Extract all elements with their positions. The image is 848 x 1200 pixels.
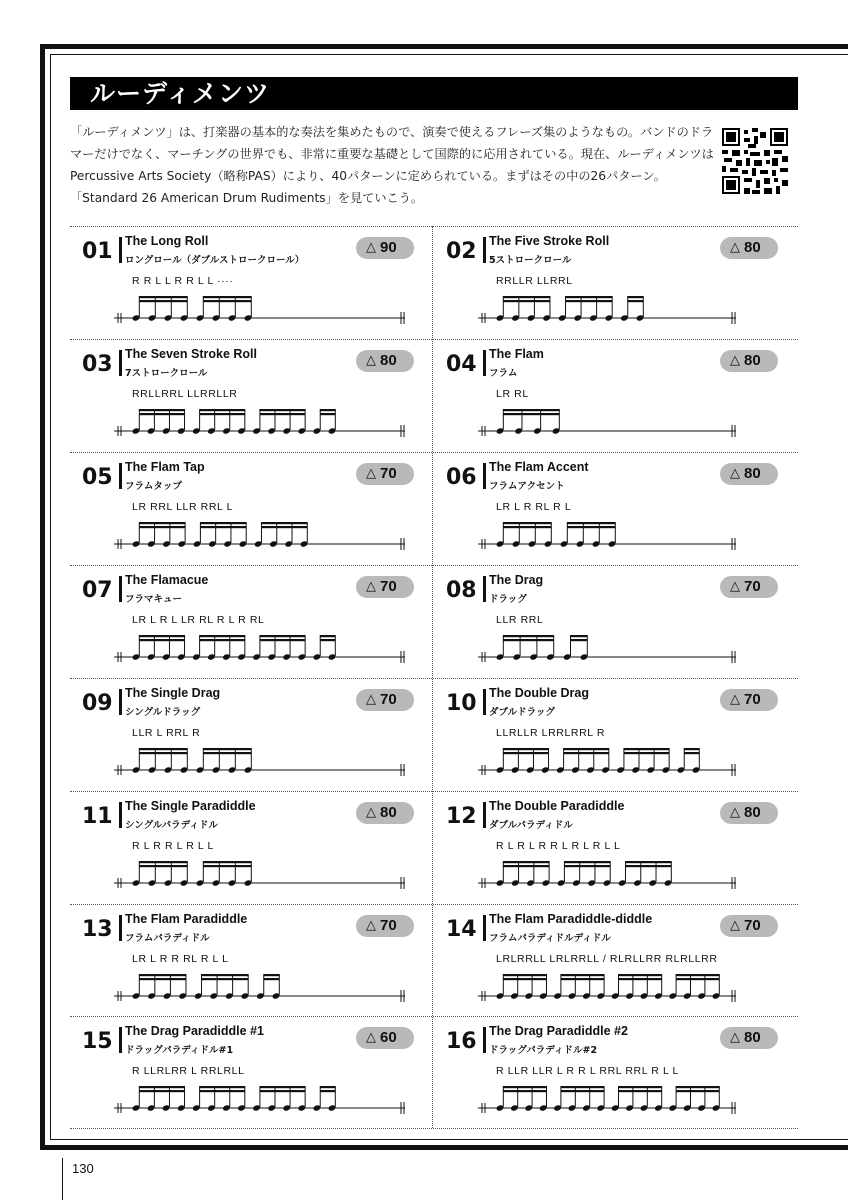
note-beam — [628, 296, 644, 298]
rudiment-cell — [434, 565, 796, 678]
tempo-badge — [356, 689, 414, 711]
sticking-pattern: RRLLR LLRRL — [496, 275, 573, 287]
rudiment-name-jp: 5ストロークロール — [489, 255, 572, 266]
rudiment-cell — [434, 904, 796, 1017]
tempo-badge — [720, 915, 778, 937]
rudiment-number: 15 — [82, 1029, 113, 1054]
sticking-pattern: LLR L RRL R — [132, 727, 201, 739]
note-beam — [503, 748, 548, 750]
metronome-icon: △ — [366, 466, 376, 481]
notation-staff — [70, 718, 432, 788]
note-beam — [628, 300, 644, 302]
tempo-value: 70 — [380, 917, 397, 934]
note-beam — [139, 748, 187, 750]
note-beam — [503, 1086, 546, 1088]
tempo-badge — [356, 463, 414, 485]
rudiment-name: The Flam Paradiddle-diddle — [489, 912, 653, 926]
tempo-badge — [356, 802, 414, 824]
rudiment-name-jp: ダブルパラディドル — [489, 820, 573, 831]
tempo-badge — [720, 237, 778, 259]
rudiment-name: The Seven Stroke Roll — [125, 347, 257, 361]
note-beam — [139, 865, 187, 867]
page-number-rule — [62, 1158, 63, 1200]
metronome-icon: △ — [366, 1030, 376, 1045]
note-beam — [503, 300, 550, 302]
note-beam — [203, 296, 251, 298]
notation-staff — [70, 605, 432, 675]
metronome-icon: △ — [730, 353, 740, 368]
tempo-badge — [356, 576, 414, 598]
note-beam — [200, 413, 245, 415]
note-beam — [564, 865, 610, 867]
rudiment-divider-bar — [119, 237, 122, 263]
note-beam — [503, 978, 546, 980]
sticking-pattern: LR L R RL R L — [496, 501, 572, 513]
metronome-icon: △ — [730, 1030, 740, 1045]
note-beam — [676, 978, 719, 980]
rudiment-cell — [70, 565, 432, 678]
rudiment-divider-bar — [483, 237, 486, 263]
rudiment-cell — [70, 339, 432, 452]
note-beam — [139, 978, 186, 980]
note-beam — [566, 300, 613, 302]
metronome-icon: △ — [730, 692, 740, 707]
note-beam — [624, 748, 669, 750]
rudiment-number: 13 — [82, 917, 113, 942]
sticking-pattern: R LLR LLR L R R L RRL RRL R L L — [496, 1065, 679, 1077]
note-beam — [203, 865, 251, 867]
note-beam — [139, 974, 186, 976]
rudiment-divider-bar — [119, 463, 122, 489]
tempo-value: 80 — [744, 352, 761, 369]
rudiment-divider-bar — [119, 576, 122, 602]
notation-staff — [70, 266, 432, 336]
tempo-badge — [720, 802, 778, 824]
notation-staff — [70, 944, 432, 1014]
note-beam — [203, 861, 251, 863]
metronome-icon: △ — [366, 692, 376, 707]
note-beam — [676, 1086, 719, 1088]
tempo-badge — [356, 915, 414, 937]
note-beam — [564, 752, 609, 754]
rudiment-name-jp: フラムパラディドルディドル — [489, 933, 611, 944]
note-beam — [503, 974, 546, 976]
note-beam — [619, 1090, 662, 1092]
note-beam — [503, 413, 559, 415]
rudiment-divider-bar — [119, 1027, 122, 1053]
tempo-value: 70 — [744, 691, 761, 708]
tempo-badge — [720, 576, 778, 598]
rudiment-number: 14 — [446, 917, 477, 942]
note-beam — [260, 635, 305, 637]
tempo-badge — [720, 1027, 778, 1049]
tempo-value: 70 — [744, 578, 761, 595]
note-beam — [619, 978, 662, 980]
note-beam — [503, 296, 550, 298]
rudiment-name-jp: ドラッグ — [489, 594, 527, 605]
note-beam — [320, 409, 335, 411]
note-beam — [203, 300, 251, 302]
metronome-icon: △ — [730, 240, 740, 255]
rudiment-name: The Flamacue — [125, 573, 209, 587]
rudiment-cell — [70, 904, 432, 1017]
note-beam — [139, 526, 185, 528]
rudiment-divider-bar — [483, 915, 486, 941]
rudiment-name: The Drag — [489, 573, 544, 587]
note-beam — [561, 1090, 604, 1092]
rudiment-cell — [434, 791, 796, 904]
note-beam — [200, 635, 245, 637]
tempo-badge — [720, 350, 778, 372]
rudiment-cell — [70, 452, 432, 565]
sticking-pattern: RRLLRRL LLRRLLR — [132, 388, 238, 400]
rudiment-name: The Drag Paradiddle #1 — [125, 1024, 264, 1038]
rudiment-number: 12 — [446, 804, 477, 829]
note-beam — [625, 861, 671, 863]
sticking-pattern: LRLRRLL LRLRRLL / RLRLLRR RLRLLRR — [496, 953, 718, 965]
notation-staff — [434, 944, 796, 1014]
metronome-icon: △ — [366, 579, 376, 594]
note-beam — [139, 1090, 184, 1092]
rudiment-cell — [434, 452, 796, 565]
rudiment-divider-bar — [119, 802, 122, 828]
note-beam — [139, 639, 184, 641]
note-beam — [625, 865, 671, 867]
notation-staff — [434, 379, 796, 449]
rudiment-name-jp: シングルパラディドル — [125, 820, 218, 831]
note-beam — [139, 635, 184, 637]
tempo-value: 80 — [744, 804, 761, 821]
section-title: ルーディメンツ — [90, 79, 271, 108]
notation-staff — [70, 1056, 432, 1126]
rudiment-divider-bar — [119, 689, 122, 715]
rudiment-name: The Double Paradiddle — [489, 799, 625, 813]
tempo-value: 80 — [744, 239, 761, 256]
rudiment-divider-bar — [483, 802, 486, 828]
rudiment-name: The Flam — [489, 347, 544, 361]
tempo-value: 90 — [380, 239, 397, 256]
tempo-value: 80 — [744, 465, 761, 482]
note-beam — [202, 974, 249, 976]
sticking-pattern: R L R L R R L R L R L L — [496, 840, 621, 852]
rudiment-name-jp: ダブルドラッグ — [489, 707, 555, 718]
rudiment-divider-bar — [483, 1027, 486, 1053]
note-beam — [684, 752, 699, 754]
note-beam — [561, 974, 604, 976]
tempo-value: 80 — [744, 1029, 761, 1046]
notation-staff — [434, 605, 796, 675]
note-beam — [202, 978, 249, 980]
metronome-icon: △ — [730, 579, 740, 594]
rudiment-name-jp: シングルドラッグ — [125, 707, 201, 718]
rudiment-number: 11 — [82, 804, 113, 829]
tempo-value: 60 — [380, 1029, 397, 1046]
section-title-bar — [70, 77, 798, 110]
sticking-pattern: LR L R L LR RL R L R RL — [132, 614, 265, 626]
rudiment-number: 06 — [446, 465, 477, 490]
rudiment-divider-bar — [483, 350, 486, 376]
rudiment-name-jp: ドラッグパラディドル#2 — [489, 1045, 598, 1056]
metronome-icon: △ — [730, 918, 740, 933]
tempo-value: 70 — [380, 691, 397, 708]
note-beam — [503, 635, 553, 637]
note-beam — [200, 1090, 245, 1092]
rudiment-cell — [434, 339, 796, 452]
rudiment-name-jp: フラムタップ — [125, 481, 182, 492]
note-beam — [561, 978, 604, 980]
rudiment-name: The Double Drag — [489, 686, 590, 700]
rudiment-name-jp: フラムパラディドル — [125, 933, 210, 944]
note-beam — [200, 522, 246, 524]
rudiment-divider-bar — [483, 689, 486, 715]
rudiment-number: 16 — [446, 1029, 477, 1054]
rudiment-cell — [434, 226, 796, 339]
note-beam — [139, 861, 187, 863]
tempo-value: 70 — [380, 465, 397, 482]
tempo-badge — [356, 1027, 414, 1049]
note-beam — [203, 752, 251, 754]
note-beam — [503, 522, 551, 524]
note-beam — [571, 635, 588, 637]
note-beam — [320, 1086, 335, 1088]
rudiment-cell — [70, 226, 432, 339]
rudiment-divider-bar — [119, 915, 122, 941]
sticking-pattern: LR L R R RL R L L — [132, 953, 229, 965]
metronome-icon: △ — [730, 805, 740, 820]
rudiment-name: The Five Stroke Roll — [489, 234, 610, 248]
page-number: 130 — [72, 1161, 94, 1176]
note-beam — [619, 974, 662, 976]
rudiment-name-jp: フラマキュー — [125, 594, 183, 605]
sticking-pattern: R R L L R R L L ···· — [132, 275, 234, 287]
notation-staff — [434, 492, 796, 562]
rudiment-divider-bar — [483, 463, 486, 489]
note-beam — [564, 748, 609, 750]
rudiment-number: 08 — [446, 578, 477, 603]
rudiment-number: 10 — [446, 691, 477, 716]
note-beam — [320, 1090, 335, 1092]
note-beam — [320, 635, 335, 637]
note-beam — [139, 752, 187, 754]
note-beam — [200, 1086, 245, 1088]
note-beam — [139, 409, 184, 411]
note-beam — [264, 974, 280, 976]
note-beam — [139, 296, 187, 298]
notation-staff — [434, 1056, 796, 1126]
note-beam — [566, 296, 613, 298]
rudiment-number: 05 — [82, 465, 113, 490]
note-beam — [139, 300, 187, 302]
note-beam — [260, 409, 305, 411]
rudiment-name: The Flam Paradiddle — [125, 912, 248, 926]
note-beam — [619, 1086, 662, 1088]
note-beam — [203, 748, 251, 750]
note-beam — [571, 639, 588, 641]
metronome-icon: △ — [366, 353, 376, 368]
rudiment-name-jp: 7ストロークロール — [125, 368, 208, 379]
rudiment-number: 02 — [446, 239, 477, 264]
rudiment-name-jp: ドラッグパラディドル#1 — [125, 1045, 234, 1056]
tempo-badge — [720, 689, 778, 711]
note-beam — [260, 1090, 305, 1092]
note-beam — [320, 639, 335, 641]
rudiment-name-jp: フラムアクセント — [489, 481, 565, 492]
note-beam — [503, 409, 559, 411]
note-beam — [564, 861, 610, 863]
rudiment-number: 01 — [82, 239, 113, 264]
metronome-icon: △ — [366, 240, 376, 255]
note-beam — [139, 1086, 184, 1088]
notation-staff — [434, 266, 796, 336]
note-beam — [260, 639, 305, 641]
note-beam — [264, 978, 280, 980]
sticking-pattern: R L R R L R L L — [132, 840, 214, 852]
rudiment-name: The Single Paradiddle — [125, 799, 256, 813]
sticking-pattern: LLRLLR LRRLRRL R — [496, 727, 606, 739]
note-beam — [567, 522, 615, 524]
notation-staff — [70, 492, 432, 562]
rudiment-name: The Long Roll — [125, 234, 209, 248]
note-beam — [503, 752, 548, 754]
rudiment-divider-bar — [483, 576, 486, 602]
note-beam — [139, 522, 185, 524]
rudiment-name-jp: ロングロール（ダブルストロークロール） — [125, 255, 305, 266]
intro-paragraph: 「ルーディメンツ」は、打楽器の基本的な奏法を集めたもので、演奏で使えるフレーズ集のようなもの。バンドのドラマーだけでなく、マーチングの世界でも、非常に重要な基礎として国際的に応用されている。現在、ルーディメンツはPercussive Arts Society（略称PAS）により、40パターンに定められている。まずはその中の26パターン。「Standard 26 American Drum Rudiments」を見ていこう。 — [70, 125, 714, 205]
note-beam — [567, 526, 615, 528]
tempo-value: 80 — [380, 352, 397, 369]
tempo-badge — [356, 350, 414, 372]
rudiment-number: 07 — [82, 578, 113, 603]
metronome-icon: △ — [366, 805, 376, 820]
sticking-pattern: R LLRLRR L RRLRLL — [132, 1065, 245, 1077]
tempo-badge — [720, 463, 778, 485]
note-beam — [260, 413, 305, 415]
note-beam — [676, 974, 719, 976]
note-beam — [200, 526, 246, 528]
notation-staff — [70, 831, 432, 901]
sticking-pattern: LLR RRL — [496, 614, 544, 626]
note-beam — [200, 639, 245, 641]
note-beam — [260, 1086, 305, 1088]
rudiment-name: The Flam Accent — [489, 460, 589, 474]
sticking-pattern: LR RL — [496, 388, 529, 400]
note-beam — [503, 861, 549, 863]
rudiment-divider-bar — [119, 350, 122, 376]
note-beam — [320, 413, 335, 415]
rudiment-cell — [70, 678, 432, 791]
rudiment-number: 04 — [446, 352, 477, 377]
qr-code-icon[interactable] — [722, 128, 788, 194]
rudiment-cell — [434, 678, 796, 791]
note-beam — [261, 522, 307, 524]
note-beam — [261, 526, 307, 528]
tempo-value: 80 — [380, 804, 397, 821]
tempo-value: 70 — [744, 917, 761, 934]
note-beam — [139, 413, 184, 415]
rudiment-number: 03 — [82, 352, 113, 377]
tempo-badge — [356, 237, 414, 259]
metronome-icon: △ — [730, 466, 740, 481]
notation-staff — [70, 379, 432, 449]
rudiment-number: 09 — [82, 691, 113, 716]
note-beam — [503, 865, 549, 867]
metronome-icon: △ — [366, 918, 376, 933]
note-beam — [624, 752, 669, 754]
notation-staff — [434, 831, 796, 901]
rudiment-name: The Flam Tap — [125, 460, 205, 474]
note-beam — [676, 1090, 719, 1092]
rudiment-name: The Single Drag — [125, 686, 221, 700]
rudiment-cell — [70, 1016, 432, 1129]
rudiment-name-jp: フラム — [489, 368, 518, 379]
note-beam — [503, 526, 551, 528]
note-beam — [503, 639, 553, 641]
note-beam — [684, 748, 699, 750]
sticking-pattern: LR RRL LLR RRL L — [132, 501, 234, 513]
rudiment-cell — [434, 1016, 796, 1129]
note-beam — [200, 409, 245, 411]
notation-staff — [434, 718, 796, 788]
rudiment-cell — [70, 791, 432, 904]
note-beam — [561, 1086, 604, 1088]
rudiment-name: The Drag Paradiddle #2 — [489, 1024, 628, 1038]
note-beam — [503, 1090, 546, 1092]
tempo-value: 70 — [380, 578, 397, 595]
